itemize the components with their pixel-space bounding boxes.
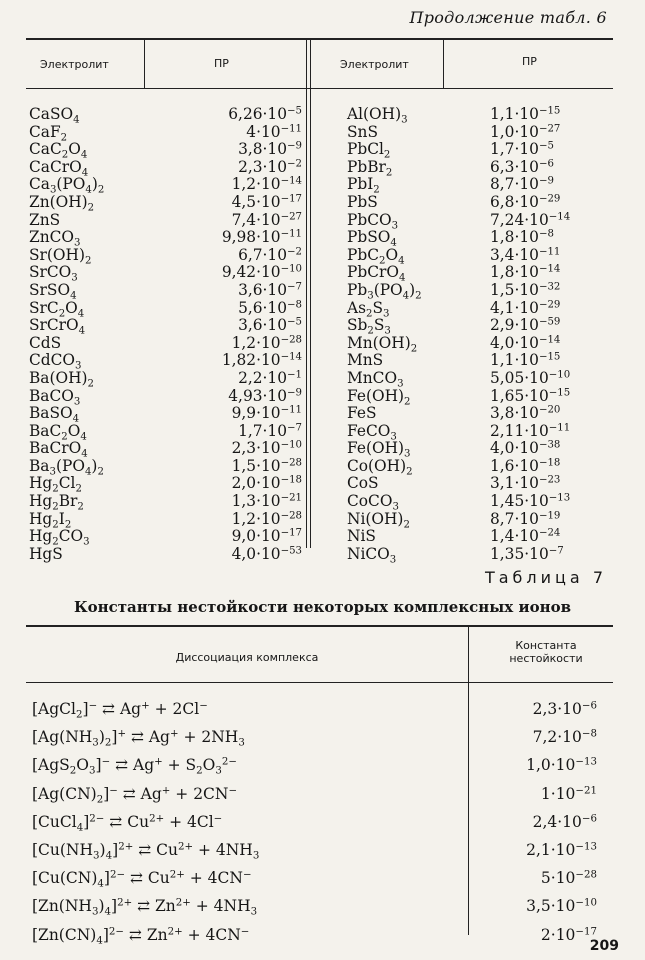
table6-header-rule bbox=[26, 88, 613, 89]
pr-value: $3,6\cdot 10^{-7}$ bbox=[238, 280, 302, 299]
electrolyte-formula: PbI$_2$ bbox=[347, 175, 380, 196]
pr-value: $1,2\cdot 10^{-14}$ bbox=[231, 175, 302, 194]
table7-row bbox=[32, 869, 597, 897]
table7-top-rule bbox=[26, 625, 613, 627]
table6-left-pr-column bbox=[150, 106, 302, 563]
pr-value: $9,9\cdot 10^{-11}$ bbox=[231, 404, 302, 423]
electrolyte-formula: PbS bbox=[347, 192, 378, 211]
electrolyte-formula: CoS bbox=[347, 474, 379, 493]
instability-constant: $2,3\cdot 10^{-6}$ bbox=[532, 700, 597, 718]
pr-value: $1,6\cdot 10^{-18}$ bbox=[490, 456, 561, 475]
pr-value: $1,65\cdot 10^{-15}$ bbox=[490, 386, 571, 405]
table6-right-pr-column bbox=[490, 106, 610, 563]
pr-value: $4,5\cdot 10^{-17}$ bbox=[231, 192, 302, 211]
pr-value: $1,82\cdot 10^{-14}$ bbox=[221, 351, 302, 370]
dissociation-equation: $[Ag(NH_3)_2]^+$ ⇄ $Ag^+ + 2NH_3$ bbox=[32, 728, 245, 749]
table7-row bbox=[32, 841, 597, 869]
table6-right-electrolyte-column bbox=[347, 105, 422, 566]
electrolyte-formula: BaCO$_3$ bbox=[29, 386, 81, 407]
electrolyte-formula: $Mn(OH)_2$ bbox=[347, 333, 418, 354]
electrolyte-formula: $Sr(OH)_2$ bbox=[29, 245, 92, 266]
pr-value: $9,98\cdot 10^{-11}$ bbox=[221, 228, 302, 247]
electrolyte-formula: $Pb_3(PO_4)_2$ bbox=[347, 280, 422, 302]
electrolyte-formula: $Zn(OH)_2$ bbox=[29, 192, 95, 214]
pr-value: $8,7\cdot 10^{-19}$ bbox=[490, 509, 561, 528]
table7-row bbox=[32, 926, 597, 954]
electrolyte-formula: CdS bbox=[29, 333, 62, 352]
pr-value: $6,26\cdot 10^{-5}$ bbox=[228, 105, 302, 123]
table7-header-rule bbox=[26, 682, 613, 683]
electrolyte-formula: PbSO$_4$ bbox=[347, 228, 397, 249]
pr-value: $2,3\cdot 10^{-10}$ bbox=[231, 439, 302, 458]
pr-value: $5,05\cdot 10^{-10}$ bbox=[490, 368, 571, 387]
instability-constant: $2\cdot 10^{-17}$ bbox=[540, 925, 597, 944]
electrolyte-formula: $Ba(OH)_2$ bbox=[29, 368, 95, 390]
instability-constant: $7,2\cdot 10^{-8}$ bbox=[532, 728, 597, 747]
electrolyte-formula: $Ni(OH)_2$ bbox=[347, 509, 410, 530]
pr-value: $1,45\cdot 10^{-13}$ bbox=[490, 492, 571, 511]
pr-value: $6,8\cdot 10^{-29}$ bbox=[490, 192, 561, 211]
pr-value: $1,7\cdot 10^{-7}$ bbox=[238, 421, 302, 440]
table7-row bbox=[32, 897, 597, 925]
pr-value: $1,7\cdot 10^{-5}$ bbox=[490, 140, 554, 159]
pr-value: $1,4\cdot 10^{-24}$ bbox=[490, 527, 561, 546]
table6-header-electrolyte-left: Электролит bbox=[40, 58, 109, 71]
instability-constant: $5\cdot 10^{-28}$ bbox=[540, 869, 597, 888]
pr-value: $9,0\cdot 10^{-17}$ bbox=[231, 527, 302, 546]
pr-value: $6,3\cdot 10^{-6}$ bbox=[490, 157, 554, 176]
electrolyte-formula: SnS bbox=[347, 122, 378, 141]
electrolyte-formula: $Ba_3(PO_4)_2$ bbox=[29, 456, 104, 478]
table6-col-divider-right bbox=[443, 38, 444, 89]
electrolyte-formula: $Co(OH)_2$ bbox=[347, 456, 413, 478]
dissociation-equation: $[Zn(NH_3)_4]^{2+}$ ⇄ $Zn^{2+} + 4NH_3$ bbox=[32, 897, 258, 918]
pr-value: $4,93\cdot 10^{-9}$ bbox=[228, 386, 302, 405]
pr-value: $9,42\cdot 10^{-10}$ bbox=[221, 263, 302, 282]
pr-value: $1,8\cdot 10^{-8}$ bbox=[490, 228, 554, 247]
table6-top-rule bbox=[26, 38, 613, 40]
pr-value: $1,2\cdot 10^{-28}$ bbox=[231, 333, 302, 352]
electrolyte-formula: $SrC_2O_4$ bbox=[29, 298, 85, 319]
table7-row bbox=[32, 728, 597, 756]
electrolyte-formula: MnCO$_3$ bbox=[347, 368, 404, 390]
electrolyte-formula: $As_2S_3$ bbox=[347, 298, 390, 319]
electrolyte-formula: ZnCO$_3$ bbox=[29, 228, 81, 249]
dissociation-equation: $[Zn(CN)_4]^{2-}$ ⇄ $Zn^{2+} + 4CN^-$ bbox=[32, 925, 250, 946]
instability-constant: $1,0\cdot 10^{-13}$ bbox=[526, 756, 597, 775]
pr-value: $2,3\cdot 10^{-2}$ bbox=[238, 157, 302, 176]
electrolyte-formula: $PbC_2O_4$ bbox=[347, 245, 405, 266]
electrolyte-formula: CdCO$_3$ bbox=[29, 351, 82, 372]
pr-value: $4,0\cdot 10^{-38}$ bbox=[490, 439, 561, 458]
instability-constant: $3,5\cdot 10^{-10}$ bbox=[526, 897, 597, 916]
dissociation-equation: $[Cu(NH_3)_4]^{2+}$ ⇄ $Cu^{2+} + 4NH_3$ bbox=[32, 841, 260, 862]
pr-value: $1,1\cdot 10^{-15}$ bbox=[490, 105, 561, 123]
electrolyte-formula: $BaC_2O_4$ bbox=[29, 421, 87, 442]
dissociation-equation: [AgCl$_2$]− ⇄ Ag+ + 2Cl− bbox=[32, 700, 208, 721]
pr-value: $3,8\cdot 10^{-9}$ bbox=[238, 140, 302, 159]
page-number: 209 bbox=[589, 938, 619, 954]
electrolyte-formula: $Hg_2Br_2$ bbox=[29, 492, 84, 513]
electrolyte-formula: PbBr$_2$ bbox=[347, 157, 393, 179]
electrolyte-formula: CaCrO$_4$ bbox=[29, 157, 89, 179]
electrolyte-formula: $CaC_2O_4$ bbox=[29, 140, 88, 161]
electrolyte-formula: NiCO$_3$ bbox=[347, 544, 397, 566]
pr-value: $5,6\cdot 10^{-8}$ bbox=[238, 298, 302, 317]
instability-constant: $2,4\cdot 10^{-6}$ bbox=[532, 812, 597, 831]
table7-row bbox=[32, 785, 597, 813]
electrolyte-formula: $Sb_2S_3$ bbox=[347, 316, 391, 337]
electrolyte-formula: FeS bbox=[347, 404, 377, 423]
pr-value: $2,11\cdot 10^{-11}$ bbox=[490, 421, 571, 440]
pr-value: $7,24\cdot 10^{-14}$ bbox=[490, 210, 571, 229]
electrolyte-formula: PbCO$_3$ bbox=[347, 210, 399, 231]
pr-value: $1,0\cdot 10^{-27}$ bbox=[490, 122, 561, 141]
table6-header-pr-right: ПР bbox=[522, 55, 537, 68]
dissociation-equation: [CuCl$_4$]$^{2-}$ ⇄ $Cu^{2+} + 4Cl^-$ bbox=[32, 812, 223, 834]
pr-value: $6,7\cdot 10^{-2}$ bbox=[238, 245, 302, 264]
pr-value: $1,2\cdot 10^{-28}$ bbox=[231, 509, 302, 528]
electrolyte-formula: PbCrO$_4$ bbox=[347, 263, 406, 284]
electrolyte-formula: $Hg_2Cl_2$ bbox=[29, 474, 82, 495]
pr-value: $3,6\cdot 10^{-5}$ bbox=[238, 316, 302, 335]
electrolyte-formula: $Al(OH)_3$ bbox=[347, 105, 408, 126]
electrolyte-formula: $Hg_2CO_3$ bbox=[29, 527, 90, 548]
pr-value: $4,0\cdot 10^{-14}$ bbox=[490, 333, 561, 352]
electrolyte-formula: $Fe(OH)_2$ bbox=[347, 386, 411, 407]
pr-value: $1,5\cdot 10^{-32}$ bbox=[490, 280, 561, 299]
pr-value: $4\cdot 10^{-11}$ bbox=[246, 122, 302, 141]
table7-row bbox=[32, 813, 597, 841]
table6-double-divider-a bbox=[306, 38, 307, 548]
dissociation-equation: $[Cu(CN)_4]^{2-}$ ⇄ $Cu^{2+} + 4CN^-$ bbox=[32, 869, 252, 890]
pr-value: $2,9\cdot 10^{-59}$ bbox=[490, 316, 561, 335]
table7-title: Константы нестойкости некоторых комплексных ионов bbox=[74, 598, 571, 616]
instability-constant: $2,1\cdot 10^{-13}$ bbox=[526, 841, 597, 859]
table7-header-constant: Константа нестойкости bbox=[509, 639, 583, 665]
table6-header-electrolyte-right: Электролит bbox=[340, 58, 409, 71]
dissociation-equation: $[AgS_2O_3]^-$ ⇄ $Ag^+ + S_2O_3^{2-}$ bbox=[32, 756, 237, 777]
electrolyte-formula: $Fe(OH)_3$ bbox=[347, 439, 411, 460]
electrolyte-formula: ZnS bbox=[29, 210, 61, 229]
table6-header-pr-left: ПР bbox=[214, 57, 229, 70]
pr-value: $4,0\cdot 10^{-53}$ bbox=[231, 544, 302, 563]
electrolyte-formula: CoCO$_3$ bbox=[347, 492, 399, 513]
electrolyte-formula: MnS bbox=[347, 351, 384, 370]
table7-row bbox=[32, 700, 597, 728]
pr-value: $1,1\cdot 10^{-15}$ bbox=[490, 351, 561, 370]
electrolyte-formula: $Hg_2I_2$ bbox=[29, 509, 72, 530]
pr-value: $7,4\cdot 10^{-27}$ bbox=[231, 210, 302, 229]
table6-double-divider-b bbox=[310, 38, 311, 548]
electrolyte-formula: BaCrO$_4$ bbox=[29, 439, 88, 460]
dissociation-equation: $[Ag(CN)_2]^-$ ⇄ Ag+ + 2CN− bbox=[32, 784, 238, 805]
pr-value: $8,7\cdot 10^{-9}$ bbox=[490, 175, 554, 194]
electrolyte-formula: $Ca_3(PO_4)_2$ bbox=[29, 175, 105, 196]
electrolyte-formula: SrCrO$_4$ bbox=[29, 316, 86, 337]
electrolyte-formula: CaSO$_4$ bbox=[29, 105, 80, 126]
electrolyte-formula: NiS bbox=[347, 527, 376, 546]
pr-value: $3,8\cdot 10^{-20}$ bbox=[490, 404, 561, 423]
pr-value: $1,5\cdot 10^{-28}$ bbox=[231, 456, 302, 475]
table7-label: Таблица 7 bbox=[484, 568, 607, 587]
pr-value: $3,1\cdot 10^{-23}$ bbox=[490, 474, 561, 493]
table6-left-electrolyte-column bbox=[29, 106, 104, 563]
table7-row bbox=[32, 756, 597, 784]
electrolyte-formula: FeCO$_3$ bbox=[347, 421, 397, 442]
instability-constant: $1\cdot 10^{-21}$ bbox=[540, 784, 597, 803]
pr-value: $2,2\cdot 10^{-1}$ bbox=[238, 368, 302, 387]
electrolyte-formula: CaF$_2$ bbox=[29, 122, 68, 143]
pr-value: $1,8\cdot 10^{-14}$ bbox=[490, 263, 561, 282]
pr-value: $4,1\cdot 10^{-29}$ bbox=[490, 298, 561, 317]
electrolyte-formula: SrCO$_3$ bbox=[29, 263, 78, 284]
pr-value: $1,35\cdot 10^{-7}$ bbox=[490, 544, 564, 563]
pr-value: $1,3\cdot 10^{-21}$ bbox=[231, 492, 302, 511]
electrolyte-formula: PbCl$_2$ bbox=[347, 140, 391, 161]
pr-value: $3,4\cdot 10^{-11}$ bbox=[490, 245, 561, 264]
continuation-caption: Продолжение табл. 6 bbox=[409, 8, 607, 27]
table7-header-dissociation: Диссоциация комплекса bbox=[175, 651, 319, 664]
table6-col-divider-left bbox=[144, 38, 145, 89]
electrolyte-formula: HgS bbox=[29, 544, 63, 563]
pr-value: $2,0\cdot 10^{-18}$ bbox=[231, 474, 302, 493]
electrolyte-formula: SrSO$_4$ bbox=[29, 280, 77, 302]
electrolyte-formula: BaSO$_4$ bbox=[29, 404, 80, 425]
